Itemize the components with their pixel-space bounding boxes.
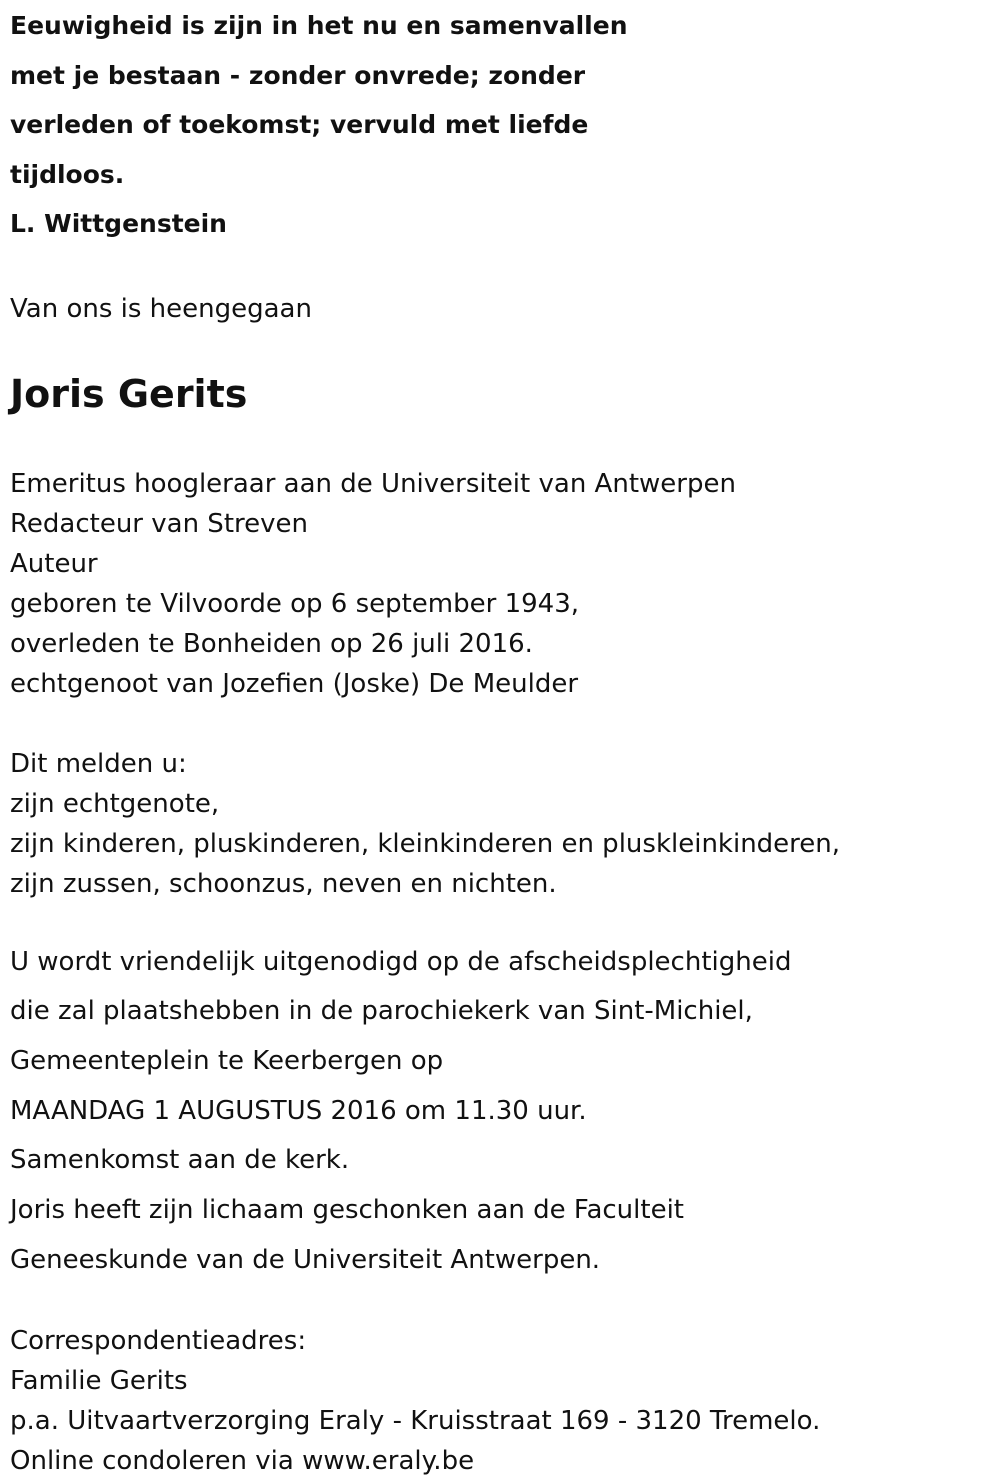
ceremony-line: Joris heeft zijn lichaam geschonken aan de Faculteit (10, 1195, 684, 1226)
ceremony-line: U wordt vriendelijk uitgenodigd op de afscheidsplechtigheid (10, 946, 792, 977)
bio-line: Emeritus hoogleraar aan de Universiteit van Antwerpen (10, 468, 736, 499)
ceremony-block (10, 938, 990, 1286)
announcer-line: zijn zussen, schoonzus, neven en nichten. (10, 868, 557, 899)
announcer-line: zijn echtgenote, (10, 788, 220, 819)
bio-line: Redacteur van Streven (10, 508, 308, 539)
quote-line: tijdloos. (10, 159, 125, 189)
quote-line: met je bestaan - zonder onvrede; zonder (10, 60, 586, 90)
quote-line: verleden of toekomst; vervuld met liefde (10, 110, 589, 139)
deceased-name: Joris Gerits (10, 371, 248, 416)
quote-block (10, 0, 990, 249)
correspondence-line: Familie Gerits (10, 1366, 188, 1397)
announcer-line: Dit melden u: (10, 748, 187, 779)
announcers-block (10, 744, 990, 904)
ceremony-line: Geneeskunde van de Universiteit Antwerpen. (10, 1244, 601, 1275)
ceremony-line: Samenkomst aan de kerk. (10, 1145, 350, 1176)
correspondence-line: p.a. Uitvaartverzorging Eraly - Kruisstraat 169 - 3120 Tremelo. (10, 1406, 821, 1437)
bio-line: Auteur (10, 548, 98, 579)
ceremony-line: Gemeenteplein te Keerbergen op (10, 1045, 444, 1076)
announcer-line: zijn kinderen, pluskinderen, kleinkinderen en pluskleinkinderen, (10, 828, 841, 859)
spacer (10, 704, 990, 744)
obituary-notice (10, 0, 990, 1481)
quote-line: Eeuwigheid is zijn in het nu en samenvallen (10, 11, 628, 40)
ceremony-line: die zal plaatshebben in de parochiekerk van Sint-Michiel, (10, 996, 753, 1027)
intro-text: Van ons is heengegaan (10, 293, 312, 324)
bio-line: echtgenoot van Jozefien (Joske) De Meulder (10, 668, 579, 699)
quote-author: L. Wittgenstein (10, 209, 227, 238)
bio-line: geboren te Vilvoorde op 6 september 1943, (10, 588, 580, 619)
bio-block (10, 464, 990, 704)
condolence-link-text: Online condoleren via www.eraly.be (10, 1446, 475, 1477)
correspondence-line: Correspondentieadres: (10, 1326, 307, 1357)
bio-line: overleden te Bonheiden op 26 juli 2016. (10, 628, 533, 659)
ceremony-line: MAANDAG 1 AUGUSTUS 2016 om 11.30 uur. (10, 1095, 587, 1126)
correspondence-block (10, 1321, 990, 1481)
